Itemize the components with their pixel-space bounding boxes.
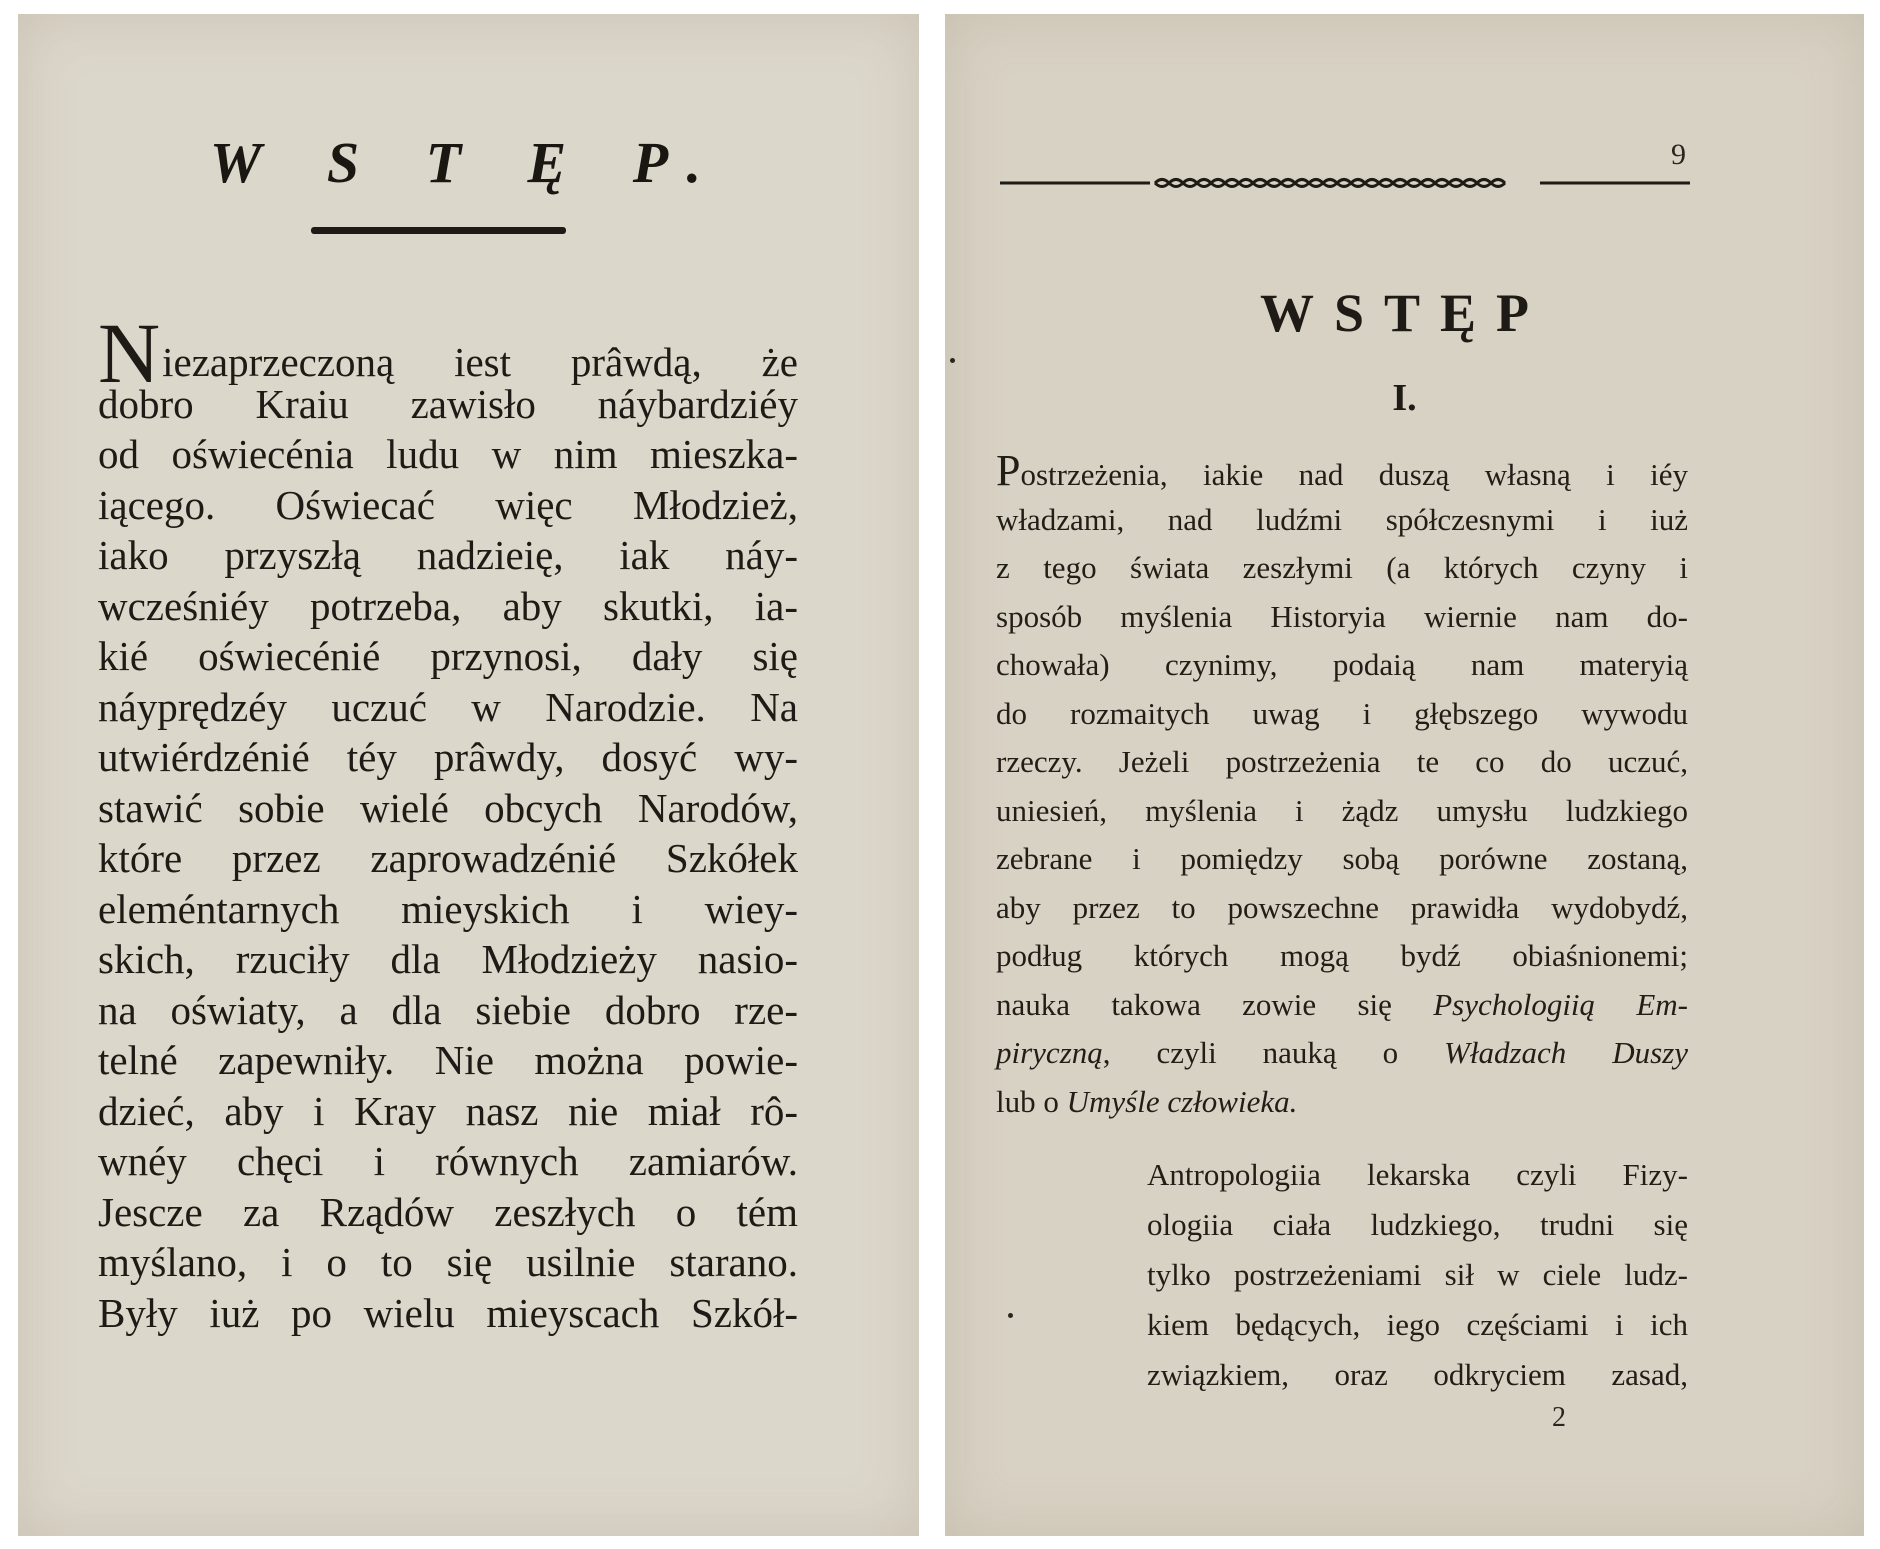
right-line: chowała) czynimy, podaią nam materyią (996, 647, 1688, 682)
left-line: dzieć, aby i Kray nasz nie miał rô- (98, 1087, 798, 1134)
drop-cap: N (98, 305, 161, 401)
right-line: podług których mogą bydź obiaśnionemi; (996, 938, 1688, 973)
left-line: stawić sobie wielé obcych Narodów, (98, 784, 798, 831)
italic-term: Władzach Duszy (1444, 1035, 1688, 1070)
left-line: na oświaty, a dla siebie dobro rze- (98, 986, 798, 1033)
left-line-1: Niezaprzeczoną iest prâwdą, że (98, 305, 798, 401)
left-line: telné zapewniły. Nie można powie- (98, 1037, 798, 1083)
drop-cap-p: P (996, 446, 1021, 495)
italic-term: Psychologiią Em- (1433, 986, 1688, 1022)
ink-speck (950, 358, 955, 363)
right-line: sposób myślenia Historyia wiernie nam do- (996, 598, 1688, 634)
right-line: do rozmaitych uwag i głębszego wywodu (996, 695, 1688, 731)
right-line: zebrane i pomiędzy sobą porówne zostaną, (996, 841, 1688, 876)
ornamental-header-rule (1000, 176, 1690, 190)
left-line: eleméntarnych mieyskich i wiey- (98, 885, 798, 932)
right-line: nauka takowa zowie się Psychologiią Em- (996, 986, 1688, 1022)
section-numeral: I. (1392, 377, 1417, 419)
right-line: uniesień, myślenia i żądz umysłu ludzkiego (996, 792, 1688, 828)
right-page-paragraph-1 (996, 447, 1688, 1126)
right-line: tylko postrzeżeniami sił w ciele ludz- (1147, 1257, 1688, 1292)
italic-term: piryczną (996, 1035, 1103, 1070)
right-line-1: Postrzeżenia, iakie nad duszą własną i iéy (996, 446, 1688, 495)
right-line: kiem będących, iego częściami i ich (1147, 1307, 1688, 1342)
left-line: náyprędzéy uczuć w Narodzie. Na (98, 683, 798, 730)
left-line: Były iuż po wielu mieyscach Szkół- (98, 1289, 798, 1336)
ink-speck (1008, 1313, 1013, 1318)
italic-term: Umyśle człowieka. (1066, 1083, 1298, 1119)
left-line: iako przyszłą nadzieię, iak náy- (98, 532, 798, 578)
left-line: iącego. Oświecać więc Młodzież, (98, 481, 798, 528)
left-line: utwiérdzénié téy prâwdy, dosyć wy- (98, 734, 798, 780)
left-line: wcześniéy potrzeba, aby skutki, ia- (98, 582, 798, 629)
title-underline-rule (311, 227, 566, 234)
signature-mark: 2 (1552, 1402, 1566, 1433)
left-line: dobro Kraiu zawisło náybardziéy (98, 380, 798, 427)
left-page-title: W S T Ę P. (209, 130, 728, 195)
left-line: od oświecénia ludu w nim mieszka- (98, 431, 798, 477)
right-page-paragraph-2 (1147, 1150, 1688, 1400)
right-line: z tego świata zeszłymi (a których czyny i (996, 550, 1688, 585)
left-page-body (98, 305, 798, 1338)
right-page-title: WSTĘP (1259, 283, 1550, 343)
right-line: związkiem, oraz odkryciem zasad, (1147, 1357, 1688, 1392)
left-book-page (18, 14, 919, 1536)
left-line: wnéy chęci i równych zamiarów. (98, 1138, 798, 1184)
right-line: władzami, nad ludźmi spółczesnymi i iuż (996, 501, 1688, 537)
right-line: lub o Umyśle człowieka. (996, 1083, 1298, 1119)
right-line: aby przez to powszechne prawidła wydobydź, (996, 889, 1688, 925)
left-line: kié oświecénié przynosi, dały się (98, 633, 798, 679)
left-line: myślano, i o to się usilnie starano. (98, 1239, 798, 1285)
left-line: Jescze za Rządów zeszłych o tém (98, 1188, 798, 1235)
right-line: rzeczy. Jeżeli postrzeżenia te co do uczuć, (996, 744, 1688, 779)
right-line: ologiia ciała ludzkiego, trudni się (1147, 1207, 1688, 1242)
page-number: 9 (1671, 138, 1686, 171)
right-line: Antropologiia lekarska czyli Fizy- (1147, 1157, 1688, 1192)
right-line: piryczną, czyli nauką o Władzach Duszy (996, 1035, 1688, 1070)
left-line: skich, rzuciły dla Młodzieży nasio- (98, 936, 798, 982)
left-line: które przez zaprowadzénié Szkółek (98, 835, 798, 881)
